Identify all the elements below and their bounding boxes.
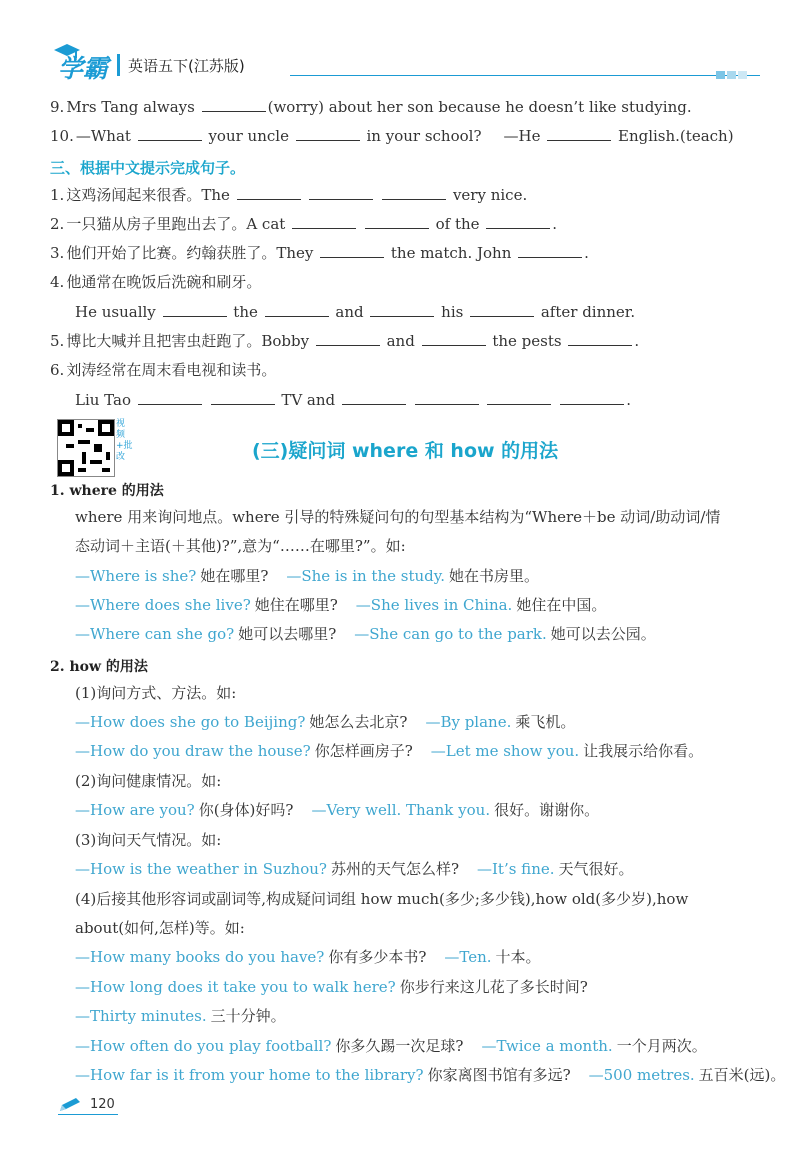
example-row [75, 1005, 312, 1027]
exercise-text [303, 186, 308, 204]
exercise-text: (worry) about her son because he doesn’t like studying. [267, 98, 692, 116]
answer-blank[interactable] [415, 390, 479, 405]
exercise-row [50, 96, 692, 118]
example-answer-cn: 她在书房里。 [449, 567, 540, 585]
how-title: 2. how 的用法 [50, 659, 148, 675]
answer-blank[interactable] [320, 243, 384, 258]
answer-blank[interactable] [560, 390, 624, 405]
example-question-cn: 她在哪里? [200, 567, 269, 585]
example-answer-cn: 让我展示给你看。 [583, 742, 704, 760]
example-row [75, 799, 603, 821]
example-question: —How far is it from your home to the library? [75, 1066, 424, 1084]
exercise-text [553, 391, 558, 409]
answer-blank[interactable] [292, 214, 356, 229]
example-row [75, 858, 638, 880]
answer-blank[interactable] [296, 126, 360, 141]
example-question: —How often do you play football? [75, 1036, 332, 1055]
answer-blank[interactable] [316, 331, 380, 346]
page-number: 120 [90, 1097, 115, 1112]
example-question-cn: 她住在哪里? [254, 596, 338, 614]
example-question: —Where can she go? [75, 625, 235, 643]
exercise-text [358, 215, 363, 233]
answer-blank[interactable] [568, 331, 632, 346]
exercise-text: your uncle [203, 127, 294, 145]
answer-blank[interactable] [265, 302, 329, 317]
example-row [75, 976, 614, 998]
header-rule [290, 75, 760, 76]
exercise-row [50, 184, 527, 206]
question-number: 5. [50, 332, 65, 350]
exercise-text: 他通常在晚饭后洗碗和刷牙。 [66, 273, 262, 291]
how-sub1: (1)询问方式、方法。如: [75, 684, 237, 702]
header [0, 40, 800, 83]
qr-code-icon [58, 420, 114, 476]
example-question-cn: 她可以去哪里? [238, 625, 337, 643]
example-question-cn: 你有多少本书? [328, 948, 427, 966]
exercise-text: He usually [75, 303, 161, 321]
exercise-row [50, 242, 589, 264]
example-answer-cn: 很好。谢谢你。 [494, 801, 600, 819]
answer-blank[interactable] [365, 214, 429, 229]
example-question: —How are you? [75, 801, 195, 819]
answer-blank[interactable] [138, 126, 202, 141]
exercise-row [50, 213, 557, 235]
exercise-row [75, 301, 635, 323]
example-row [75, 740, 707, 762]
example-answer-cn: 天气很好。 [558, 860, 634, 878]
exercise-row [50, 359, 276, 381]
answer-blank[interactable] [487, 390, 551, 405]
answer-blank[interactable] [202, 97, 266, 112]
answer-blank[interactable] [422, 331, 486, 346]
question-number: 9. [50, 98, 65, 116]
section-title: (三)疑问词 where 和 how 的用法 [252, 440, 559, 462]
exercise-text: and [330, 303, 369, 321]
exercise-text: the match. John [386, 244, 517, 262]
example-answer: —500 metres. [588, 1066, 695, 1084]
example-question-cn: 你多久踢一次足球? [335, 1036, 464, 1055]
example-answer-cn: 她可以去公园。 [550, 625, 656, 643]
answer-blank[interactable] [382, 185, 446, 200]
example-answer-cn: 乘飞机。 [515, 713, 576, 731]
how-sub4b: about(如何,怎样)等。如: [75, 919, 245, 937]
exercise-text: . [584, 244, 589, 262]
answer-blank[interactable] [547, 126, 611, 141]
footer-rule [58, 1114, 118, 1115]
example-answer: —She lives in China. [355, 596, 513, 614]
how-sub4a: (4)后接其他形容词或副词等,构成疑问词组 how much(多少;多少钱),how old(多少岁),how [75, 890, 689, 908]
exercise-text: Liu Tao [75, 391, 136, 409]
example-row [75, 1035, 711, 1057]
answer-blank[interactable] [211, 390, 275, 405]
exercise-row [50, 125, 734, 147]
exercise-row [50, 271, 261, 293]
question-number: 3. [50, 244, 65, 262]
example-question-cn: 你步行来这儿花了多长时间? [399, 977, 588, 996]
example-question-cn: 苏州的天气怎么样? [330, 860, 459, 878]
example-row [75, 623, 660, 645]
example-answer: —Ten. [444, 948, 492, 966]
example-question-cn: 你(身体)好吗? [198, 801, 294, 819]
exercise-text [204, 391, 209, 409]
answer-blank[interactable] [518, 243, 582, 258]
exercise-text: Mrs Tang always [66, 98, 200, 116]
example-question: —Where does she live? [75, 596, 251, 614]
qr-label: 视频+批改 [116, 419, 133, 462]
exercise-text: —What [75, 127, 136, 145]
exercise-row [50, 330, 639, 352]
exercise-text: and [381, 332, 420, 350]
exercise-text: —He [503, 127, 546, 145]
example-question-cn: 她怎么去北京? [309, 713, 408, 731]
example-question: —Where is she? [75, 567, 197, 585]
answer-blank[interactable] [342, 390, 406, 405]
exercise-text: 这鸡汤闻起来很香。The [66, 186, 235, 204]
example-answer: —Let me show you. [430, 742, 580, 760]
answer-blank[interactable] [470, 302, 534, 317]
example-answer: —Twice a month. [481, 1036, 613, 1055]
pencil-icon [58, 1097, 84, 1113]
example-answer: —She can go to the park. [354, 625, 547, 643]
exercise-text: . [626, 391, 632, 409]
example-question: —How do you draw the house? [75, 742, 311, 760]
exercise-text: English.(teach) [613, 127, 734, 145]
exercise-text: 博比大喊并且把害虫赶跑了。Bobby [66, 332, 314, 350]
example-answer-cn: 一个月两次。 [616, 1036, 707, 1055]
exercise-text: 一只猫从房子里跑出去了。A cat [66, 215, 291, 233]
exercise-text: the [228, 303, 263, 321]
example-row [75, 946, 545, 968]
answer-blank[interactable] [309, 185, 373, 200]
section3-title: 三、根据中文提示完成句子。 [50, 159, 246, 177]
exercise-text [481, 391, 486, 409]
example-question: —How does she go to Beijing? [75, 713, 306, 731]
question-number: 6. [50, 361, 65, 379]
example-answer: —Very well. Thank you. [311, 801, 491, 819]
example-answer-cn: 十本。 [495, 948, 541, 966]
example-question: —How long does it take you to walk here? [75, 977, 396, 996]
example-question-cn: 你怎样画房子? [314, 742, 413, 760]
answer-blank[interactable] [486, 214, 550, 229]
exercise-text: . [634, 332, 640, 350]
how-sub3: (3)询问天气情况。如: [75, 831, 222, 849]
book-title: 英语五下(江苏版) [128, 57, 245, 75]
example-answer-cn: 她住在中国。 [516, 596, 607, 614]
exercise-text [375, 186, 380, 204]
example-question: —How many books do you have? [75, 948, 325, 966]
example-question-cn: 三十分钟。 [210, 1007, 286, 1025]
question-number: 1. [50, 186, 65, 204]
answer-blank[interactable] [138, 390, 202, 405]
exercise-text: . [552, 215, 558, 233]
how-sub2: (2)询问健康情况。如: [75, 772, 222, 790]
answer-blank[interactable] [163, 302, 227, 317]
example-row [75, 1064, 789, 1086]
example-row [75, 594, 610, 616]
example-answer: —It’s fine. [477, 860, 555, 878]
exercise-text: in your school? [361, 127, 482, 145]
exercise-text: the pests [487, 332, 567, 350]
exercise-text: his [436, 303, 469, 321]
logo-text: 学霸 [58, 54, 109, 83]
question-number: 10. [50, 127, 74, 145]
example-answer: —By plane. [425, 713, 512, 731]
exercise-text: 刘涛经常在周末看电视和读书。 [66, 361, 277, 379]
qr-code[interactable] [57, 419, 115, 477]
logo-divider [117, 54, 120, 76]
where-desc-1: where 用来询问地点。where 引导的特殊疑问句的句型基本结构为“Where＋be 动词/助动词/情 [75, 508, 721, 526]
exercise-text: 他们开始了比赛。约翰获胜了。They [66, 244, 319, 262]
question-number: 2. [50, 215, 65, 233]
exercise-text: after dinner. [536, 303, 636, 321]
exercise-text: TV and [276, 391, 340, 409]
header-squares [716, 64, 747, 83]
exercise-text: of the [430, 215, 485, 233]
example-question: —How is the weather in Suzhou? [75, 860, 327, 878]
example-row [75, 711, 579, 733]
exercise-row [75, 389, 631, 411]
example-answer: —She is in the study. [286, 567, 446, 585]
answer-blank[interactable] [370, 302, 434, 317]
where-desc-2: 态动词＋主语(＋其他)?”,意为“……在哪里?”。如: [75, 537, 406, 555]
exercise-text [408, 391, 413, 409]
example-row [75, 565, 543, 587]
example-answer-cn: 五百米(远)。 [698, 1066, 786, 1084]
answer-blank[interactable] [237, 185, 301, 200]
exercise-text: very nice. [448, 186, 528, 204]
example-question-cn: 你家离图书馆有多远? [427, 1066, 571, 1084]
example-question: —Thirty minutes. [75, 1007, 207, 1025]
where-title: 1. where 的用法 [50, 483, 164, 499]
question-number: 4. [50, 273, 65, 291]
